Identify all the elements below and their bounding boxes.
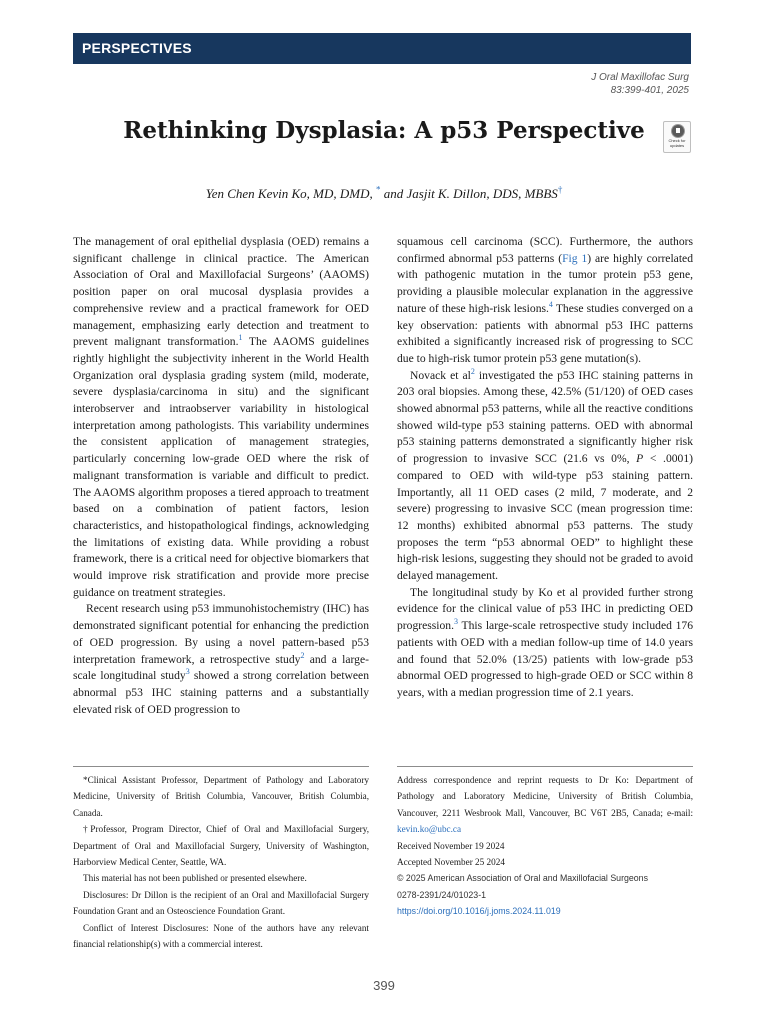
footnote-affiliation-2: †Professor, Program Director, Chief of Oral and Maxillofacial Surgery, Department of Oral and Maxillofacial Surgery, University of Washington, Harborview Medical Center, Seattle, WA. [73,824,369,868]
text-span: These studies converged on a key observation: patients with abnormal p53 IHC patterns exhibited a significantly increased risk of progressing to SCC due to high-risk tumor protein p53 gene mutation(s). [397,301,694,365]
paragraph-2 [73,601,369,718]
reference-link-4[interactable]: 4 [548,299,553,309]
text-span: The management of oral epithelial dysplasia (OED) remains a significant challenge in clinical practice. The American Association of Oral and Maxillofacial Surgeons’ (AAOMS) position paper on oral mucosal dysplasia provides a comprehensive review and a practical framework for OED management, emphasizing early detection and treatment to prevent malignant transformation. [73,235,369,349]
author-2-affiliation-link[interactable]: † [557,184,563,195]
author-conjunction: and [383,186,404,201]
doi-link[interactable]: https://doi.org/10.1016/j.joms.2024.11.019 [397,906,561,917]
footnote-divider-left [73,766,369,767]
journal-name: J Oral Maxillofac Surg [591,72,689,83]
author-1: Yen Chen Kevin Ko, MD, DMD, [205,186,373,201]
issn-line: 0278-2391/24/01023-1 [397,889,487,900]
footnote-publication: This material has not been published or presented elsewhere. [83,873,307,884]
text-span: ) are highly correlated with pathogenic mutation in the tumor protein p53 gene, providing a plausible molecular explanation in the aggressive nature of these high-risk lesions. [397,251,693,315]
text-span: < .0001) compared to OED with wild-type p53 staining pattern. Importantly, all 11 OED cases (2 mild, 7 moderate, and 2 severe) progressing to invasive SCC (mean progression time: 12 months) exhibited abnormal p53 patterns. The study proposes the term “p53 abnormal OED” to highlight these high-risk lesions, suggesting they should not be graded to avoid delayed management. [397,452,693,583]
text-span: Address correspondence and reprint requests to Dr Ko: Department of Pathology and Laboratory Medicine, University of British Columbia, Vancouver, 2211 Wesbrook Mall, Vancouver, BC V6T 2B5, Canada; e-mail: [397,775,693,818]
footnote-affiliation-1: *Clinical Assistant Professor, Department of Pathology and Laboratory Medicine, University of British Columbia, Vancouver, British Columbia, Canada. [73,775,369,818]
paragraph-2-continued [397,234,693,368]
paragraph-1 [73,234,369,601]
journal-citation [591,71,689,97]
author-2: Jasjit K. Dillon, DDS, MBBS [406,186,558,201]
section-label: PERSPECTIVES [82,40,192,56]
article-title: Rethinking Dysplasia: A p53 Perspective [123,117,645,144]
author-line [80,185,688,202]
reference-link-1[interactable]: 1 [238,333,243,343]
reference-link-3[interactable]: 3 [454,617,458,627]
accepted-date: Accepted November 25 2024 [397,857,505,868]
email-link[interactable]: kevin.ko@ubc.ca [397,824,462,835]
footnote-disclosures: Disclosures: Dr Dillon is the recipient of an Oral and Maxillofacial Surgery Foundation Grant and an Osteoscience Foundation Grant. [73,889,369,917]
footnote-divider-right [397,766,693,767]
text-span: The longitudinal study by Ko et al provided further strong evidence for the clinical value of p53 IHC in predicting OED progression. [397,585,693,633]
reference-link-2[interactable]: 2 [470,366,475,376]
figure-1-link[interactable]: Fig 1 [562,251,588,265]
crossmark-label: Check for updates [668,138,686,148]
author-1-affiliation-link[interactable]: * [376,184,381,195]
text-span: showed a strong correlation between abnormal p53 IHC staining patterns and a substantially elevated risk of OED progression to [73,669,370,716]
p-value-symbol: P [636,452,644,466]
correspondence-footnotes [397,772,693,920]
check-for-updates-icon[interactable] [663,121,691,153]
text-span: and a large-scale longitudinal study [73,652,369,683]
footnote-conflicts: Conflict of Interest Disclosures: None of the authors have any relevant financial relationship(s) with a commercial interest. [73,922,369,950]
paragraph-3 [397,368,693,585]
reference-link-3[interactable]: 3 [185,667,190,677]
section-banner [73,33,691,64]
body-column-left [73,234,369,718]
text-span: Recent research using p53 immunohistochemistry (IHC) has demonstrated significant potential for enhancing the prediction of OED progression. By using a novel pattern-based p53 interpretation framework, a retrospective study [73,602,369,666]
text-span: This large-scale retrospective study included 176 patients with OED with a median follow-up time of 14.0 years and found that 52.0% (13/25) patients with low-grade p53 abnormal OED progressed to high-grade OED or SCC within 8 years, with a median progression time of 2.1 years. [397,619,693,699]
reference-link-2[interactable]: 2 [300,650,305,660]
text-span: investigated the p53 IHC staining patterns in 203 oral biopsies. Among these, 42.5% (51/120) of OED cases showed abnormal p53 patterns, while all the reactive conditions showed wild-type p53 staining patterns. OED with abnormal p53 staining patterns demonstrated a significantly higher risk of progression to invasive SCC (21.6 vs 0%, [397,368,693,466]
text-span: The AAOMS guidelines rightly highlight the subjectivity inherent in the World Health Organization oral dysplasia grading system (mild, moderate, severe dysplasia/carcinoma in situ) and the significant interobserver and intraobserver variability in histological interpretation among pathologists. This variability undermines the consistent application of management strategies, particularly concerning low-grade OED where the risk of malignant transformation is variable and difficult to predict. The AAOMS algorithm proposes a tiered approach to treatment based on a combination of patient factors, lesion characteristics, and histopathological findings, acknowledging the limitations of existing data. While providing a robust framework, there is a critical need for objective biomarkers that would improve risk stratification and provide more precise guidance on treatment strategies. [73,335,369,599]
crossmark-icon [671,124,685,138]
page-number: 399 [373,978,395,993]
body-column-right [397,234,693,702]
journal-volume: 83:399-401, 2025 [610,85,689,96]
text-span: Novack et al [410,368,471,382]
affiliation-footnotes [73,772,369,952]
received-date: Received November 19 2024 [397,840,505,851]
correspondence-address [397,772,693,838]
text-span: squamous cell carcinoma (SCC). Furthermore, the authors confirmed abnormal p53 patterns ( [397,235,693,265]
paragraph-4 [397,585,693,702]
copyright-line: © 2025 American Association of Oral and Maxillofacial Surgeons [397,873,648,884]
